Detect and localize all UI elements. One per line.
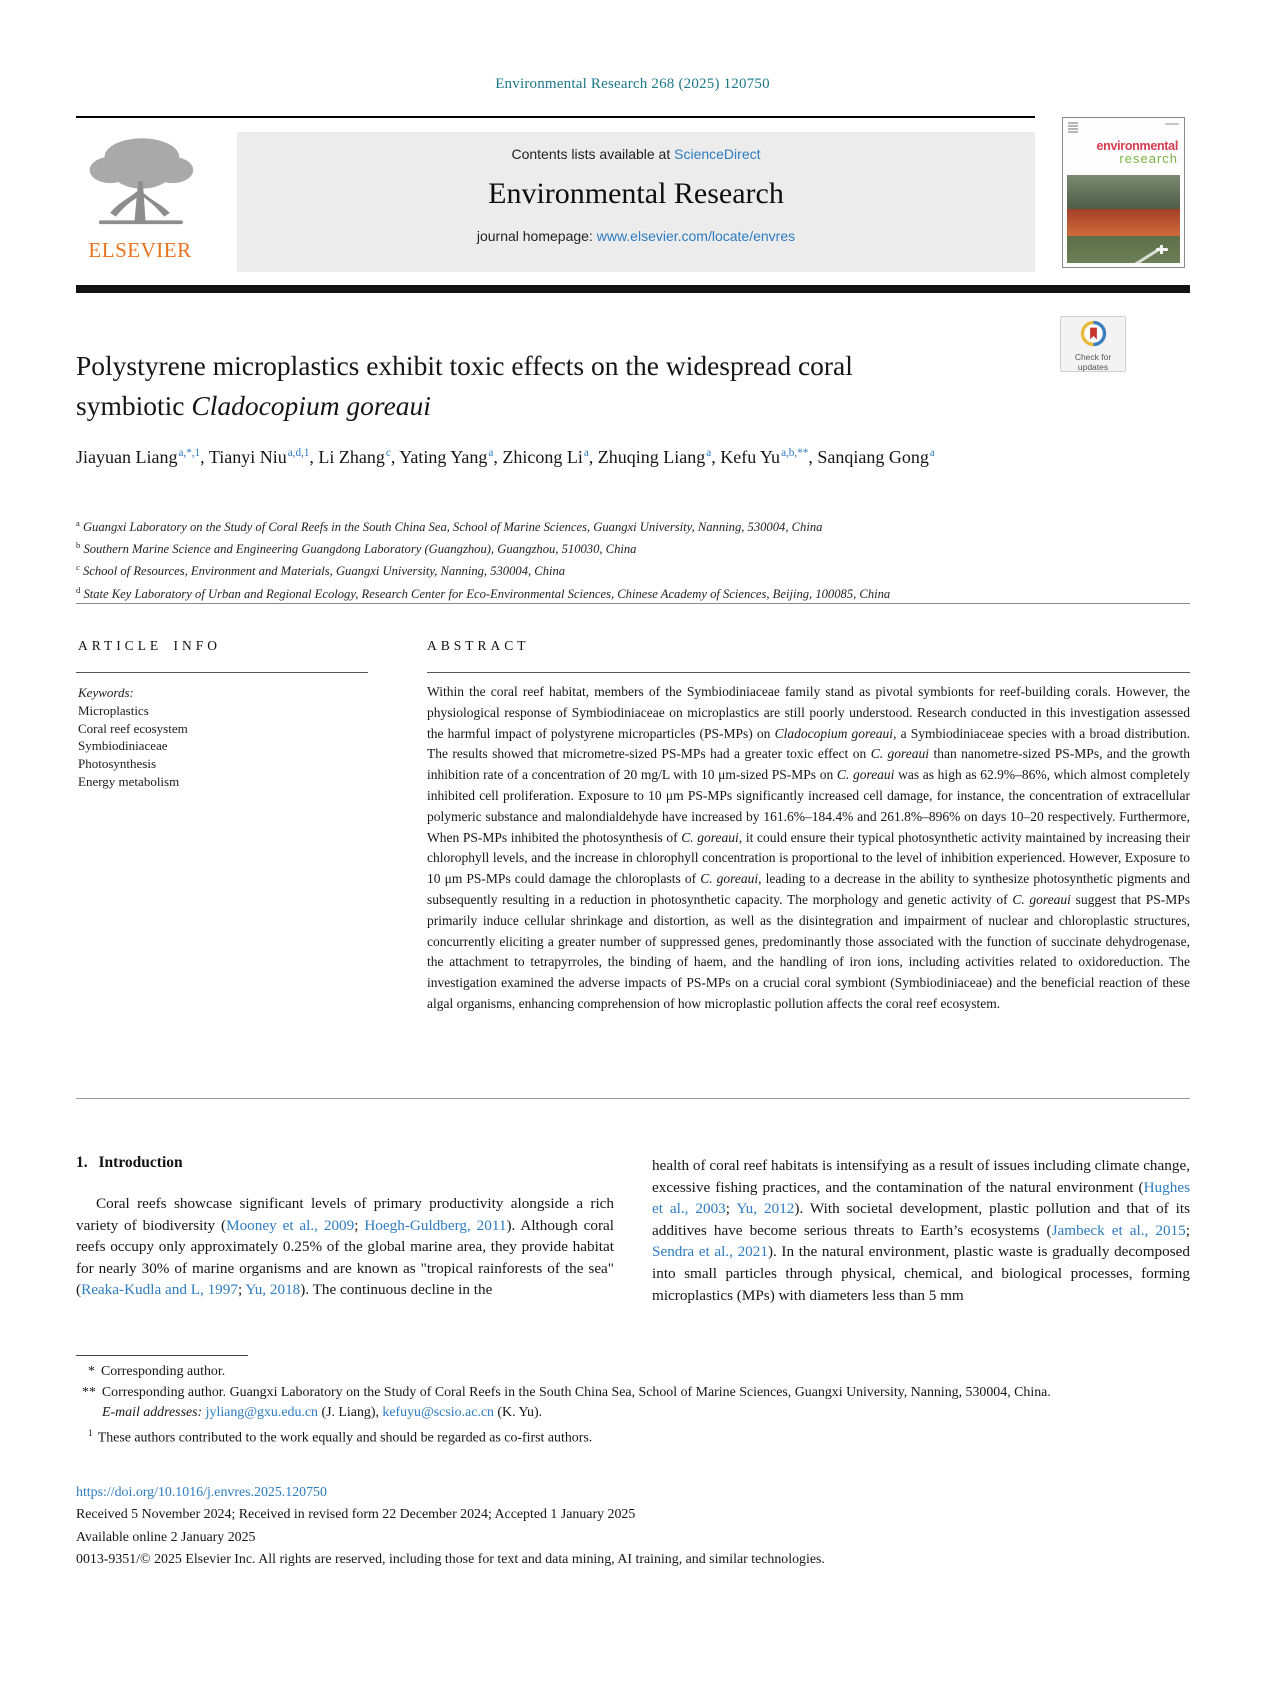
cover-photo-green-field [1067, 236, 1180, 263]
text-segment[interactable]: Yu, 2012 [736, 1200, 795, 1218]
author-name: Tianyi Niu [208, 447, 287, 467]
text-segment: ). With societal development, plastic pollution and that of its additives have become serious threats to Earth’s ecosystems ( [652, 1200, 1191, 1239]
affiliation [76, 558, 1126, 580]
author [76, 447, 205, 467]
footnote-marker: ** [82, 1384, 96, 1400]
sciencedirect-link[interactable]: ScienceDirect [674, 146, 761, 162]
keyword: Energy metabolism [78, 773, 180, 789]
author-name: Yating Yang [399, 447, 488, 467]
elsevier-logo[interactable] [78, 132, 202, 274]
article-info-rule [76, 672, 368, 673]
available-online-line: Available online 2 January 2025 [76, 1529, 256, 1545]
keyword: Coral reef ecosystem [78, 720, 188, 736]
affiliation [76, 536, 1126, 558]
text-segment[interactable]: Yu, 2018 [245, 1281, 301, 1299]
text-segment: ; [237, 1281, 246, 1299]
affiliation [76, 514, 1126, 536]
section-divider-rule [76, 603, 1190, 604]
corresponding-author-footnote [76, 1362, 1192, 1383]
text-segment: ). Although coral reefs occupy only approximately 0.25% of the global marine area, they provide habitat for nearly 30% of marine organisms and are known as "tropical rainforests of the sea" ( [76, 1216, 614, 1299]
text-segment: ; [725, 1200, 737, 1218]
author-name: Zhicong Li [502, 447, 583, 467]
article-footer-block [76, 1482, 1192, 1571]
homepage-line [237, 228, 1035, 244]
footnote-marker: 1 [88, 1428, 93, 1439]
author [209, 447, 314, 467]
text-segment: ; [1185, 1221, 1190, 1239]
affiliation-text: School of Resources, Environment and Materials, Guangxi University, Nanning, 530004, China [82, 564, 566, 579]
text-segment: , a Symbiodiniaceae species with a broad distribution. The results showed that micrometre-sized PS-MPs had a greater toxic effect on [427, 725, 1190, 762]
author [399, 447, 498, 467]
footnote-text: Corresponding author. [100, 1364, 226, 1379]
received-dates-line: Received 5 November 2024; Received in revised form 22 December 2024; Accepted 1 January 2025 [76, 1507, 636, 1523]
affiliation-list [76, 514, 1126, 603]
text-segment[interactable]: Hughes et al., 2003 [652, 1178, 1190, 1218]
text-segment: health of coral reef habitats is intensifying as a result of issues including climate change, excessive fishing practices, and the contamination of the natural environment ( [652, 1157, 1190, 1196]
author-name: Zhuqing Liang [597, 447, 706, 467]
cover-title-line2: research [1119, 150, 1178, 166]
author-affiliation-marks: a [706, 447, 712, 459]
elsevier-wordmark: ELSEVIER [88, 238, 192, 262]
affiliation-mark: c [76, 562, 80, 573]
article-title-species: Cladocopium goreaui [191, 390, 431, 421]
text-segment: C. goreaui [700, 871, 759, 887]
elsevier-tree-icon [84, 132, 196, 236]
text-segment[interactable]: kefuyu@scsio.ac.cn [382, 1405, 494, 1420]
abstract-bottom-rule [76, 1098, 1190, 1099]
cover-publisher-mark-icon [1068, 122, 1078, 134]
abstract-text [427, 682, 1190, 1015]
text-segment: (K. Yu). [493, 1405, 543, 1420]
doi-link[interactable]: https://doi.org/10.1016/j.envres.2025.120750 [76, 1485, 327, 1500]
text-segment: Within the coral reef habitat, members of the Symbiodiniaceae family stand as pivotal symbionts for reef-building corals. However, the physiological response of Symbiodiniaceae on microplastics are still poorly understood. Research conducted in this investigation assessed the harmful impact of polystyrene microparticles (PS-MPs) on [427, 684, 1190, 741]
cover-title [1096, 140, 1178, 165]
contents-prefix: Contents lists available at [511, 146, 675, 162]
text-segment: ). The continuous decline in the [300, 1281, 493, 1299]
author-list [76, 442, 996, 472]
author [817, 447, 934, 467]
author-affiliation-marks: a,d,1 [287, 447, 310, 459]
text-segment: C. goreaui [1012, 891, 1071, 907]
keyword: Photosynthesis [78, 756, 157, 772]
author-affiliation-marks: a,*,1 [178, 447, 201, 459]
text-segment: C. goreaui [870, 746, 930, 762]
journal-cover-thumbnail[interactable] [1062, 117, 1185, 268]
introduction-heading: 1. Introduction [76, 1154, 183, 1171]
text-segment: (J. Liang), [317, 1405, 383, 1420]
text-segment[interactable]: Sendra et al., 2021 [652, 1243, 768, 1261]
header-divider-bar [76, 285, 1190, 293]
affiliation-text: Southern Marine Science and Engineering Guangdong Laboratory (Guangzhou), Guangzhou, 510030, China [83, 542, 637, 557]
footnotes-block [76, 1362, 1192, 1449]
journal-title: Environmental Research [488, 177, 784, 210]
article-title-plain: Polystyrene microplastics exhibit toxic effects on the widespread coral symbiotic [76, 350, 853, 421]
cover-title-line1: environmental [1096, 139, 1178, 153]
text-segment: C. goreaui [836, 767, 895, 783]
cover-photo-skyline [1067, 175, 1180, 209]
text-segment: was as high as 62.9%–86%, which almost completely inhibited cell proliferation. Exposure to 10 μm PS-MPs significantly increased cell damage, for instance, the concentration of extracellular polymeric substance and malondialdehyde have increased by 161.6%–184.4% and 261.8%–896% on days 10–20 respectively. Furthermore, When PS-MPs inhibited the photosynthesis of [427, 767, 1190, 845]
text-segment: C. goreaui [681, 829, 739, 845]
copyright-line: 0013-9351/© 2025 Elsevier Inc. All rights are reserved, including those for text and data mining, AI training, and similar technologies. [76, 1551, 825, 1567]
abstract-heading: ABSTRACT [427, 638, 530, 653]
text-segment: suggest that PS-MPs primarily induce cellular shrinkage and distortion, as well as the disintegration and impairment of nuclear and chloroplastic structures, concurrently eliciting a greater number of suppressed genes, predominantly those associated with the function of succinate dehydrogenase, the attachment to tetrapyrroles, the binding of haem, and the handling of iron ions, including activities related to oxidoreduction. The investigation examined the adverse impacts of PS-MPs on a crucial coral symbiont (Symbiodiniaceae) and the beneficial reaction of these algal organisms, enhancing comprehension of how microplastic pollution affects the coral reef ecosystem. [427, 891, 1190, 1011]
text-segment: ; [354, 1216, 365, 1234]
author-affiliation-marks: a [929, 447, 935, 459]
author-affiliation-marks: c [385, 447, 391, 459]
contents-line [237, 146, 1035, 162]
text-segment: , leading to a decrease in the ability to synthesize photosynthetic pigments and subsequently resulting in a reduction in photosynthetic capacity. The morphology and genetic activity of [427, 871, 1190, 907]
text-segment: Coral reefs showcase significant levels of primary productivity alongside a rich variety of biodiversity ( [76, 1195, 614, 1234]
affiliation-mark: d [76, 584, 81, 595]
keyword: Symbiodiniaceae [78, 738, 168, 754]
header-top-rule [76, 116, 1035, 118]
author-name: Li Zhang [318, 447, 385, 467]
page-header-citation: Environmental Research 268 (2025) 120750 [495, 76, 770, 92]
text-segment[interactable]: Jambeck et al., 2015 [1051, 1221, 1186, 1239]
check-for-updates-badge[interactable] [1060, 316, 1126, 372]
text-segment[interactable]: Hoegh-Guldberg, 2011 [364, 1216, 507, 1234]
author-affiliation-marks: a,b,** [781, 447, 809, 459]
cropduster-plane-icon [1156, 248, 1168, 251]
cover-photo [1067, 175, 1180, 263]
cover-photo-red-field [1067, 209, 1180, 236]
affiliation-mark: a [76, 518, 80, 528]
co-first-author-footnote [76, 1424, 1192, 1449]
text-segment[interactable]: Mooney et al., 2009 [226, 1216, 355, 1234]
author-name: Jiayuan Liang [76, 447, 178, 467]
keywords-label: Keywords: [78, 685, 134, 700]
author [598, 447, 716, 467]
homepage-prefix: journal homepage: [476, 228, 597, 244]
affiliation-text: State Key Laboratory of Urban and Regional Ecology, Research Center for Eco-Environmental Sciences, Chinese Academy of Sciences, Beijing, 100085, China [83, 586, 891, 601]
check-updates-icon [1080, 320, 1107, 347]
author [318, 447, 395, 467]
author-name: Sanqiang Gong [817, 447, 929, 467]
abstract-rule [427, 672, 1190, 673]
author [720, 447, 813, 467]
author-name: Kefu Yu [720, 447, 781, 467]
footnote-text: These authors contributed to the work equally and should be regarded as co-first authors. [97, 1430, 593, 1446]
article-title [76, 346, 966, 426]
keywords-block [78, 684, 378, 791]
introduction-paragraph-left [76, 1193, 614, 1301]
text-segment: Cladocopium goreaui [774, 725, 894, 741]
text-segment: ). In the natural environment, plastic waste is gradually decomposed into small particles through physical, chemical, and biological processes, forming microplastics (MPs) with diameters less than 5 mm [652, 1243, 1190, 1304]
text-segment[interactable]: jyliang@gxu.edu.cn [205, 1405, 318, 1420]
article-info-heading: ARTICLE INFO [78, 638, 222, 653]
journal-homepage-link[interactable]: www.elsevier.com/locate/envres [596, 228, 796, 244]
keywords-list [78, 702, 378, 791]
cover-volume-text [1165, 123, 1179, 125]
text-segment: E-mail addresses: [102, 1405, 206, 1420]
introduction-paragraph-right [652, 1155, 1190, 1306]
footnote-rule [76, 1355, 248, 1356]
footnote-text: Corresponding author. Guangxi Laboratory on the Study of Coral Reefs in the South China Sea, School of Marine Sciences, Guangxi University, Nanning, 530004, China. [101, 1384, 1051, 1400]
second-corresponding-author-footnote [76, 1383, 1192, 1404]
journal-banner [237, 132, 1035, 272]
affiliation-text: Guangxi Laboratory on the Study of Coral Reefs in the South China Sea, School of Marine Sciences, Guangxi University, Nanning, 530004, China [82, 520, 823, 535]
text-segment: , it could ensure their typical photosynthetic activity maintained by increasing their chlorophyll levels, and the increase in chlorophyll concentration is proportional to the level of inhibition experienced. However, Exposure to 10 μm PS-MPs could damage the chloroplasts of [427, 829, 1191, 887]
author-affiliation-marks: a [488, 447, 494, 459]
affiliation [76, 581, 1126, 603]
affiliation-mark: b [76, 540, 81, 551]
text-segment[interactable]: Reaka-Kudla and L, 1997 [81, 1281, 238, 1299]
text-segment: than nanometre-sized PS-MPs, and the growth inhibition rate of a concentration of 20 mg/L with 10 μm-sized PS-MPs on [427, 746, 1191, 783]
author [502, 447, 593, 467]
email-addresses-line [76, 1403, 1192, 1424]
check-updates-label: Check for updates [1074, 352, 1112, 372]
author-affiliation-marks: a [583, 447, 589, 459]
footnote-marker: * [88, 1364, 95, 1379]
keyword: Microplastics [78, 702, 149, 718]
